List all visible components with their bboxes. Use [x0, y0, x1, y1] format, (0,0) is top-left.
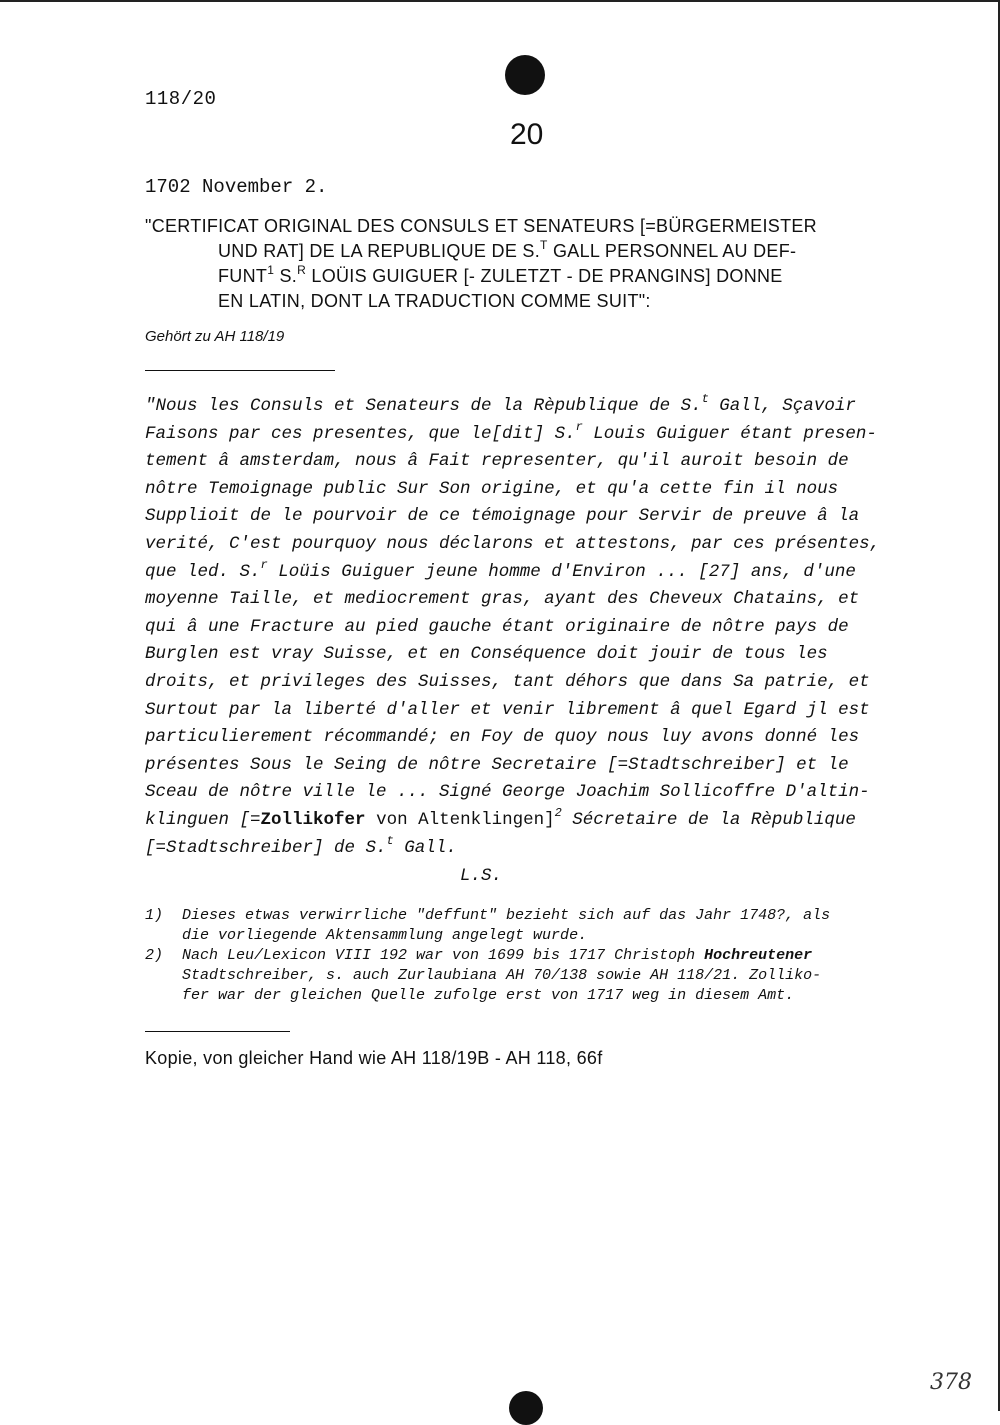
page-number: 20	[510, 118, 544, 151]
body-line: Sceau de nôtre ville le ... Signé George Joachim Sollicoffre D'altin-	[145, 782, 870, 803]
document-date: 1702 November 2.	[145, 176, 328, 198]
body-line: particulierement récommandé; en Foy de quoy nous luy avons donné les	[145, 727, 860, 748]
body-line: droits, et privileges des Suisses, tant déhors que dans Sa patrie, et	[145, 671, 870, 692]
footnote-1: 1) Dieses etwas verwirrliche "deffunt" bezieht sich auf das Jahr 1748?, als die vorliegende Aktensammlung angelegt wurde.	[145, 907, 831, 944]
heading-line: FUNT$^1$ S.$^R$ LOÜIS GUIGUER [- ZULETZT - DE PRANGINS] DONNE	[218, 263, 783, 286]
punch-hole-bottom	[509, 1391, 543, 1425]
separator-rule	[145, 370, 335, 371]
heading-line: "CERTIFICAT ORIGINAL DES CONSULS ET SENATEURS [=BÜRGERMEISTER	[145, 216, 817, 236]
body-line: Supplioit de le pourvoir de ce témoignage pour Servir de preuve â la	[145, 506, 860, 527]
body-line: verité, C'est pourquoy nous déclarons et attestons, par ces présentes,	[145, 533, 881, 554]
body-line: nôtre Temoignage public Sur Son origine, et qu'a cette fin il nous	[145, 478, 839, 499]
body-line: Burglen est vray Suisse, et en Conséquence doit jouir de tous les	[145, 644, 828, 665]
transcription-body	[145, 393, 915, 862]
punch-hole-top	[505, 55, 545, 95]
body-line: "Nous les Consuls et Senateurs de la Rèpublique de S.$^t$ Gall, Sçavoir	[145, 392, 856, 416]
heading-line: EN LATIN, DONT LA TRADUCTION COMME SUIT":	[218, 291, 651, 311]
body-line: Surtout par la liberté d'aller et venir librement â quel Egard jl est	[145, 699, 870, 720]
copy-note: Kopie, von gleicher Hand wie AH 118/19B - AH 118, 66f	[145, 1048, 603, 1068]
locus-sigilli: L.S.	[460, 866, 503, 886]
body-line: tement â amsterdam, nous â Fait representer, qu'il auroit besoin de	[145, 451, 849, 472]
document-heading	[145, 214, 895, 314]
footnote-2: 2) Nach Leu/Lexicon VIII 192 war von 1699 bis 1717 Christoph Hochreutener Stadtschreiber, s. auch Zurlaubiana AH 70/138 sowie AH 118/21. Zolliko- fer war der gleichen Quelle zufolge erst von 1717 weg in diesem Amt.	[145, 947, 822, 1004]
body-line: que led. S.$^r$ Loüis Guiguer jeune homme d'Environ ... [27] ans, d'une	[145, 557, 856, 582]
separator-rule	[145, 1031, 290, 1032]
body-line: moyenne Taille, et mediocrement gras, ayant des Cheveux Chatains, et	[145, 589, 860, 610]
belongs-to-note: Gehört zu AH 118/19	[145, 328, 285, 345]
document-reference: 118/20	[145, 88, 217, 110]
body-line: [=Stadtschreiber] de S.$^t$ Gall.	[145, 833, 457, 858]
scan-edge-top	[0, 0, 1000, 2]
handwritten-folio-mark: 378	[930, 1370, 972, 1395]
heading-line: UND RAT] DE LA REPUBLIQUE DE S.$^T$ GALL PERSONNEL AU DEF-	[218, 238, 797, 261]
body-line: klinguen [=Zollikofer von Altenklingen]$^2$ Sécretaire de la Rèpublique	[145, 806, 856, 830]
footnotes	[145, 906, 915, 1006]
body-line: Faisons par ces presentes, que le[dit] S.$^r$ Louis Guiguer étant presen-	[145, 419, 877, 444]
body-line: qui â une Fracture au pied gauche étant originaire de nôtre pays de	[145, 616, 849, 637]
body-line: présentes Sous le Seing de nôtre Secretaire [=Stadtschreiber] et le	[145, 754, 849, 775]
